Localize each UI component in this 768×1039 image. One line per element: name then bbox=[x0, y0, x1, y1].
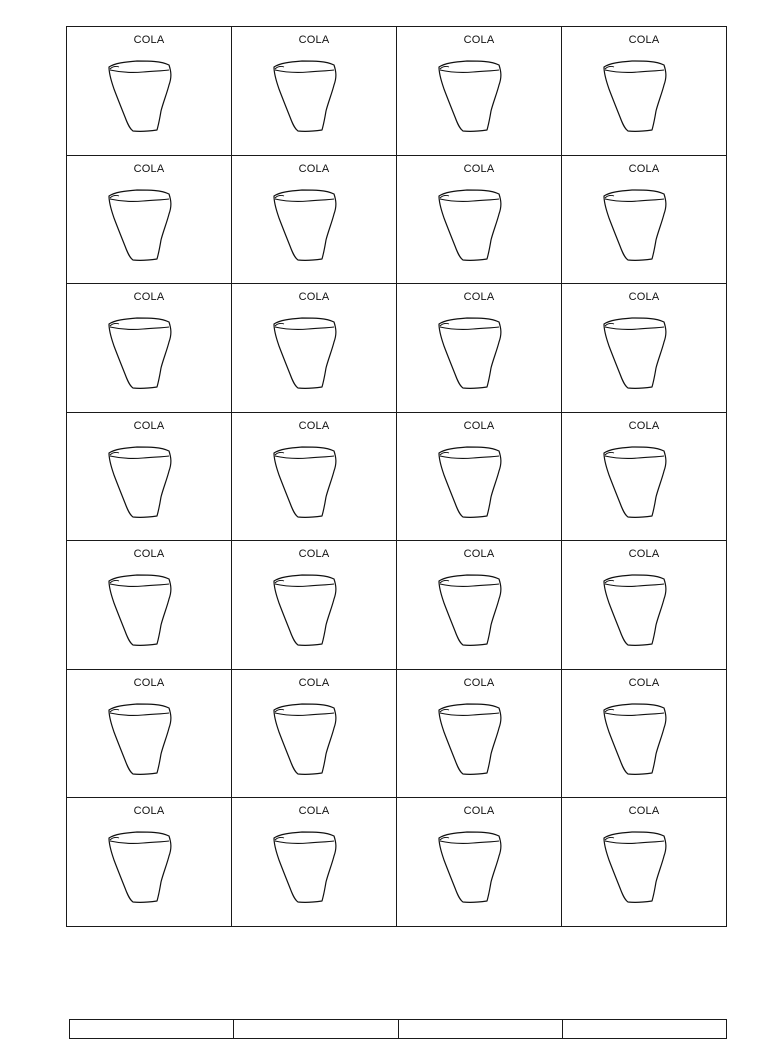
card-label: COLA bbox=[298, 162, 330, 175]
card-label: COLA bbox=[133, 291, 165, 303]
cup-outline-icon bbox=[600, 700, 670, 780]
cup-outline-icon bbox=[105, 571, 175, 651]
cola-card bbox=[66, 283, 232, 413]
cup-outline-icon bbox=[600, 571, 670, 651]
cola-card bbox=[561, 797, 727, 927]
cup-outline-icon bbox=[600, 314, 670, 394]
cup-outline-icon bbox=[600, 828, 670, 908]
cup-outline-icon bbox=[270, 700, 340, 780]
cola-card bbox=[561, 155, 727, 285]
cup-outline-icon bbox=[435, 443, 505, 523]
cup-outline-icon bbox=[270, 571, 340, 651]
cola-card bbox=[561, 669, 727, 799]
card-label: COLA bbox=[133, 162, 165, 175]
card-label: COLA bbox=[133, 805, 165, 817]
cola-card bbox=[396, 797, 562, 927]
blank-card-top-edge bbox=[69, 1019, 234, 1039]
card-label: COLA bbox=[133, 419, 165, 432]
cup-outline-icon bbox=[435, 314, 505, 394]
cola-card bbox=[561, 540, 727, 670]
cup-outline-icon bbox=[600, 443, 670, 523]
cup-outline-icon bbox=[270, 314, 340, 394]
cup-outline-icon bbox=[435, 700, 505, 780]
cola-card bbox=[66, 669, 232, 799]
cola-card bbox=[396, 412, 562, 542]
card-label: COLA bbox=[463, 162, 495, 175]
cup-outline-icon bbox=[270, 186, 340, 266]
blank-card-top-edge bbox=[562, 1019, 727, 1039]
cola-card bbox=[396, 669, 562, 799]
card-label: COLA bbox=[628, 676, 660, 689]
card-label: COLA bbox=[463, 676, 495, 689]
cup-outline-icon bbox=[600, 57, 670, 137]
cup-outline-icon bbox=[105, 314, 175, 394]
cola-card bbox=[231, 412, 397, 542]
cola-card bbox=[231, 155, 397, 285]
cup-outline-icon bbox=[270, 57, 340, 137]
card-label: COLA bbox=[463, 291, 495, 303]
cup-outline-icon bbox=[435, 828, 505, 908]
blank-card-top-edge bbox=[233, 1019, 398, 1039]
cup-outline-icon bbox=[270, 443, 340, 523]
cola-card bbox=[231, 283, 397, 413]
cup-outline-icon bbox=[435, 571, 505, 651]
cola-card bbox=[231, 26, 397, 156]
card-label: COLA bbox=[628, 291, 660, 303]
card-label: COLA bbox=[628, 419, 660, 432]
cola-card bbox=[561, 412, 727, 542]
card-label: COLA bbox=[298, 676, 330, 689]
cup-outline-icon bbox=[600, 186, 670, 266]
next-page-card-row bbox=[69, 1019, 726, 1039]
card-label: COLA bbox=[298, 805, 330, 817]
card-label: COLA bbox=[298, 34, 330, 46]
card-label: COLA bbox=[298, 291, 330, 303]
cola-card bbox=[396, 283, 562, 413]
cola-card bbox=[66, 155, 232, 285]
cola-card bbox=[66, 540, 232, 670]
cup-outline-icon bbox=[435, 57, 505, 137]
cola-card bbox=[66, 26, 232, 156]
card-label: COLA bbox=[628, 548, 660, 560]
card-label: COLA bbox=[298, 419, 330, 432]
cup-outline-icon bbox=[435, 186, 505, 266]
cup-outline-icon bbox=[105, 186, 175, 266]
cup-outline-icon bbox=[270, 828, 340, 908]
cola-card bbox=[231, 540, 397, 670]
card-label: COLA bbox=[463, 34, 495, 46]
card-label: COLA bbox=[628, 162, 660, 175]
card-label: COLA bbox=[628, 805, 660, 817]
card-label: COLA bbox=[133, 34, 165, 46]
cola-card bbox=[561, 26, 727, 156]
cup-outline-icon bbox=[105, 443, 175, 523]
cola-card bbox=[66, 412, 232, 542]
cup-outline-icon bbox=[105, 57, 175, 137]
card-label: COLA bbox=[628, 34, 660, 46]
card-label: COLA bbox=[463, 805, 495, 817]
card-label: COLA bbox=[133, 676, 165, 689]
cola-card bbox=[396, 155, 562, 285]
cola-card bbox=[561, 283, 727, 413]
cup-outline-icon bbox=[105, 828, 175, 908]
cola-card bbox=[396, 540, 562, 670]
blank-card-top-edge bbox=[398, 1019, 563, 1039]
cola-card bbox=[66, 797, 232, 927]
card-label: COLA bbox=[463, 548, 495, 560]
cola-card-sheet bbox=[66, 26, 726, 926]
card-label: COLA bbox=[298, 548, 330, 560]
cola-card bbox=[396, 26, 562, 156]
cola-card bbox=[231, 669, 397, 799]
card-label: COLA bbox=[463, 419, 495, 432]
cola-card bbox=[231, 797, 397, 927]
card-label: COLA bbox=[133, 548, 165, 560]
cup-outline-icon bbox=[105, 700, 175, 780]
